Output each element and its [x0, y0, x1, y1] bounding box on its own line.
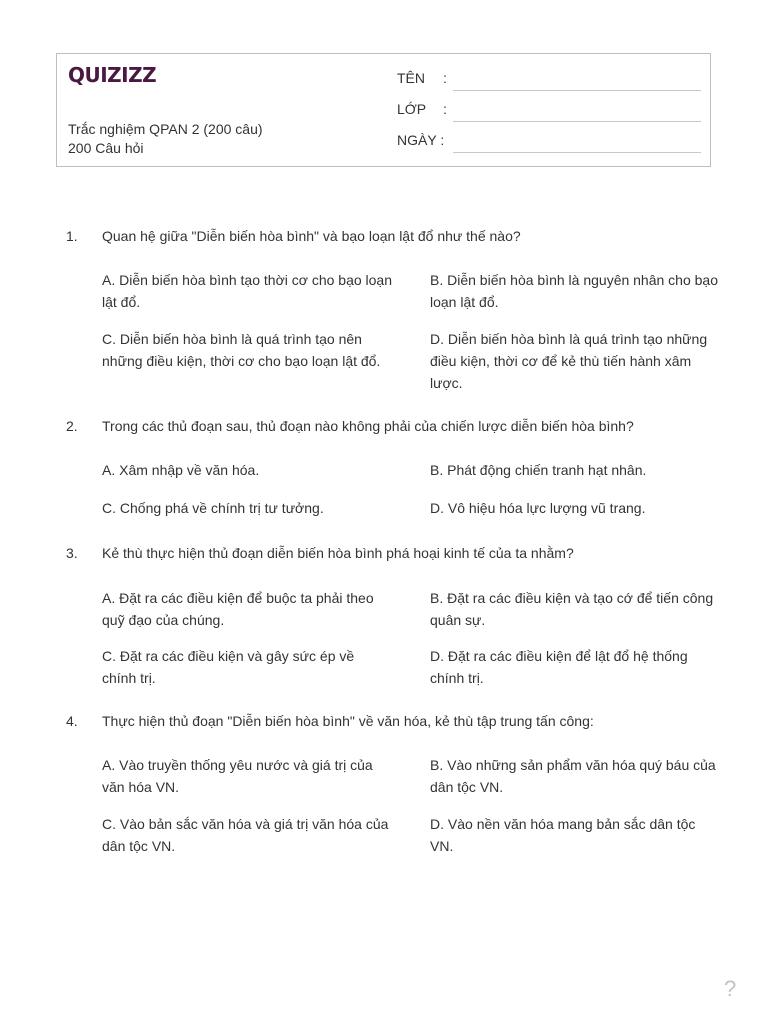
class-label: LỚP — [397, 101, 427, 117]
name-blank-line — [453, 90, 701, 91]
question-number: 4. — [66, 713, 78, 729]
question-mark-icon[interactable]: ? — [724, 976, 737, 1001]
date-field — [397, 132, 444, 148]
question-text: Trong các thủ đoạn sau, thủ đoạn nào không phải của chiến lược diễn biến hòa bình? — [102, 418, 634, 434]
date-label: NGÀY : — [397, 132, 445, 148]
answer-option: A. Xâm nhập về văn hóa. — [102, 462, 260, 478]
answer-option: C. Chống phá về chính trị tư tưởng. — [102, 500, 324, 516]
question-text: Quan hệ giữa "Diễn biến hòa bình" và bạo loạn lật đổ như thế nào? — [102, 228, 521, 244]
answer-option: D. Đặt ra các điều kiện để lật đổ hệ thống chính trị. — [430, 648, 688, 686]
date-blank-line — [453, 152, 701, 153]
answer-option: B. Phát động chiến tranh hạt nhân. — [430, 462, 647, 478]
name-colon: : — [443, 70, 447, 86]
question-number: 1. — [66, 228, 78, 244]
quiz-title: Trắc nghiệm QPAN 2 (200 câu) — [68, 121, 263, 137]
worksheet-header — [56, 53, 711, 167]
answer-option: D. Diễn biến hòa bình là quá trình tạo những điều kiện, thời cơ để kẻ thù tiến hành xâm lược. — [430, 331, 708, 391]
class-blank-line — [453, 121, 701, 122]
quizizz-logo: QUIZIZZ — [68, 63, 157, 87]
class-field — [397, 101, 453, 117]
answer-option: A. Vào truyền thống yêu nước và giá trị của văn hóa VN. — [102, 757, 373, 795]
answer-option: A. Diễn biến hòa bình tạo thời cơ cho bạo loạn lật đổ. — [102, 272, 393, 310]
answer-option: A. Đặt ra các điều kiện để buộc ta phải theo quỹ đạo của chúng. — [102, 590, 374, 628]
answer-option: C. Vào bản sắc văn hóa và giá trị văn hóa của dân tộc VN. — [102, 816, 389, 854]
answer-option: D. Vô hiệu hóa lực lượng vũ trang. — [430, 500, 646, 516]
question-number: 2. — [66, 418, 78, 434]
question-count: 200 Câu hỏi — [68, 140, 144, 156]
name-label: TÊN — [397, 70, 425, 86]
answer-option: C. Diễn biến hòa bình là quá trình tạo nên những điều kiện, thời cơ cho bạo loạn lật đổ. — [102, 331, 381, 369]
question-number: 3. — [66, 545, 78, 561]
answer-option: B. Diễn biến hòa bình là nguyên nhân cho bạo loạn lật đổ. — [430, 272, 719, 310]
class-colon: : — [443, 101, 447, 117]
answer-option: B. Đặt ra các điều kiện và tạo cớ để tiến công quân sự. — [430, 590, 714, 628]
answer-option: B. Vào những sản phẩm văn hóa quý báu của dân tộc VN. — [430, 757, 716, 795]
answer-option: D. Vào nền văn hóa mang bản sắc dân tộc VN. — [430, 816, 696, 854]
name-field — [397, 70, 453, 86]
answer-option: C. Đặt ra các điều kiện và gây sức ép về chính trị. — [102, 648, 355, 686]
question-text: Kẻ thù thực hiện thủ đoạn diễn biến hòa bình phá hoại kinh tế của ta nhằm? — [102, 545, 574, 561]
question-text: Thực hiện thủ đoạn "Diễn biến hòa bình" về văn hóa, kẻ thù tập trung tấn công: — [102, 713, 594, 729]
